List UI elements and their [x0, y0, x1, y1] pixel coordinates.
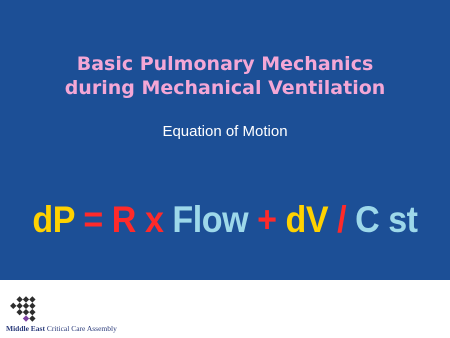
organization-name-bold: Middle East [6, 324, 45, 333]
equation-term: dP [32, 199, 75, 240]
equation-term: = [74, 199, 112, 240]
equation-term: / [328, 199, 356, 240]
equation-term: Flow [172, 199, 249, 240]
slide-title [0, 52, 450, 100]
slide-subtitle: Equation of Motion [162, 123, 288, 140]
slide-title-line-2: during Mechanical Ventilation [64, 77, 386, 99]
checkered-diamond-logo-icon [6, 294, 46, 324]
organization-name [6, 324, 117, 334]
organization-name-rest: Critical Care Assembly [44, 324, 117, 333]
equation-term: dV [285, 199, 329, 240]
equation-term: + [248, 199, 286, 240]
equation-of-motion [18, 198, 432, 242]
slide-title-line-1: Basic Pulmonary Mechanics [76, 53, 374, 75]
equation-term: R [111, 199, 136, 240]
equation-term: x [135, 199, 173, 240]
equation-term: C st [355, 199, 418, 240]
